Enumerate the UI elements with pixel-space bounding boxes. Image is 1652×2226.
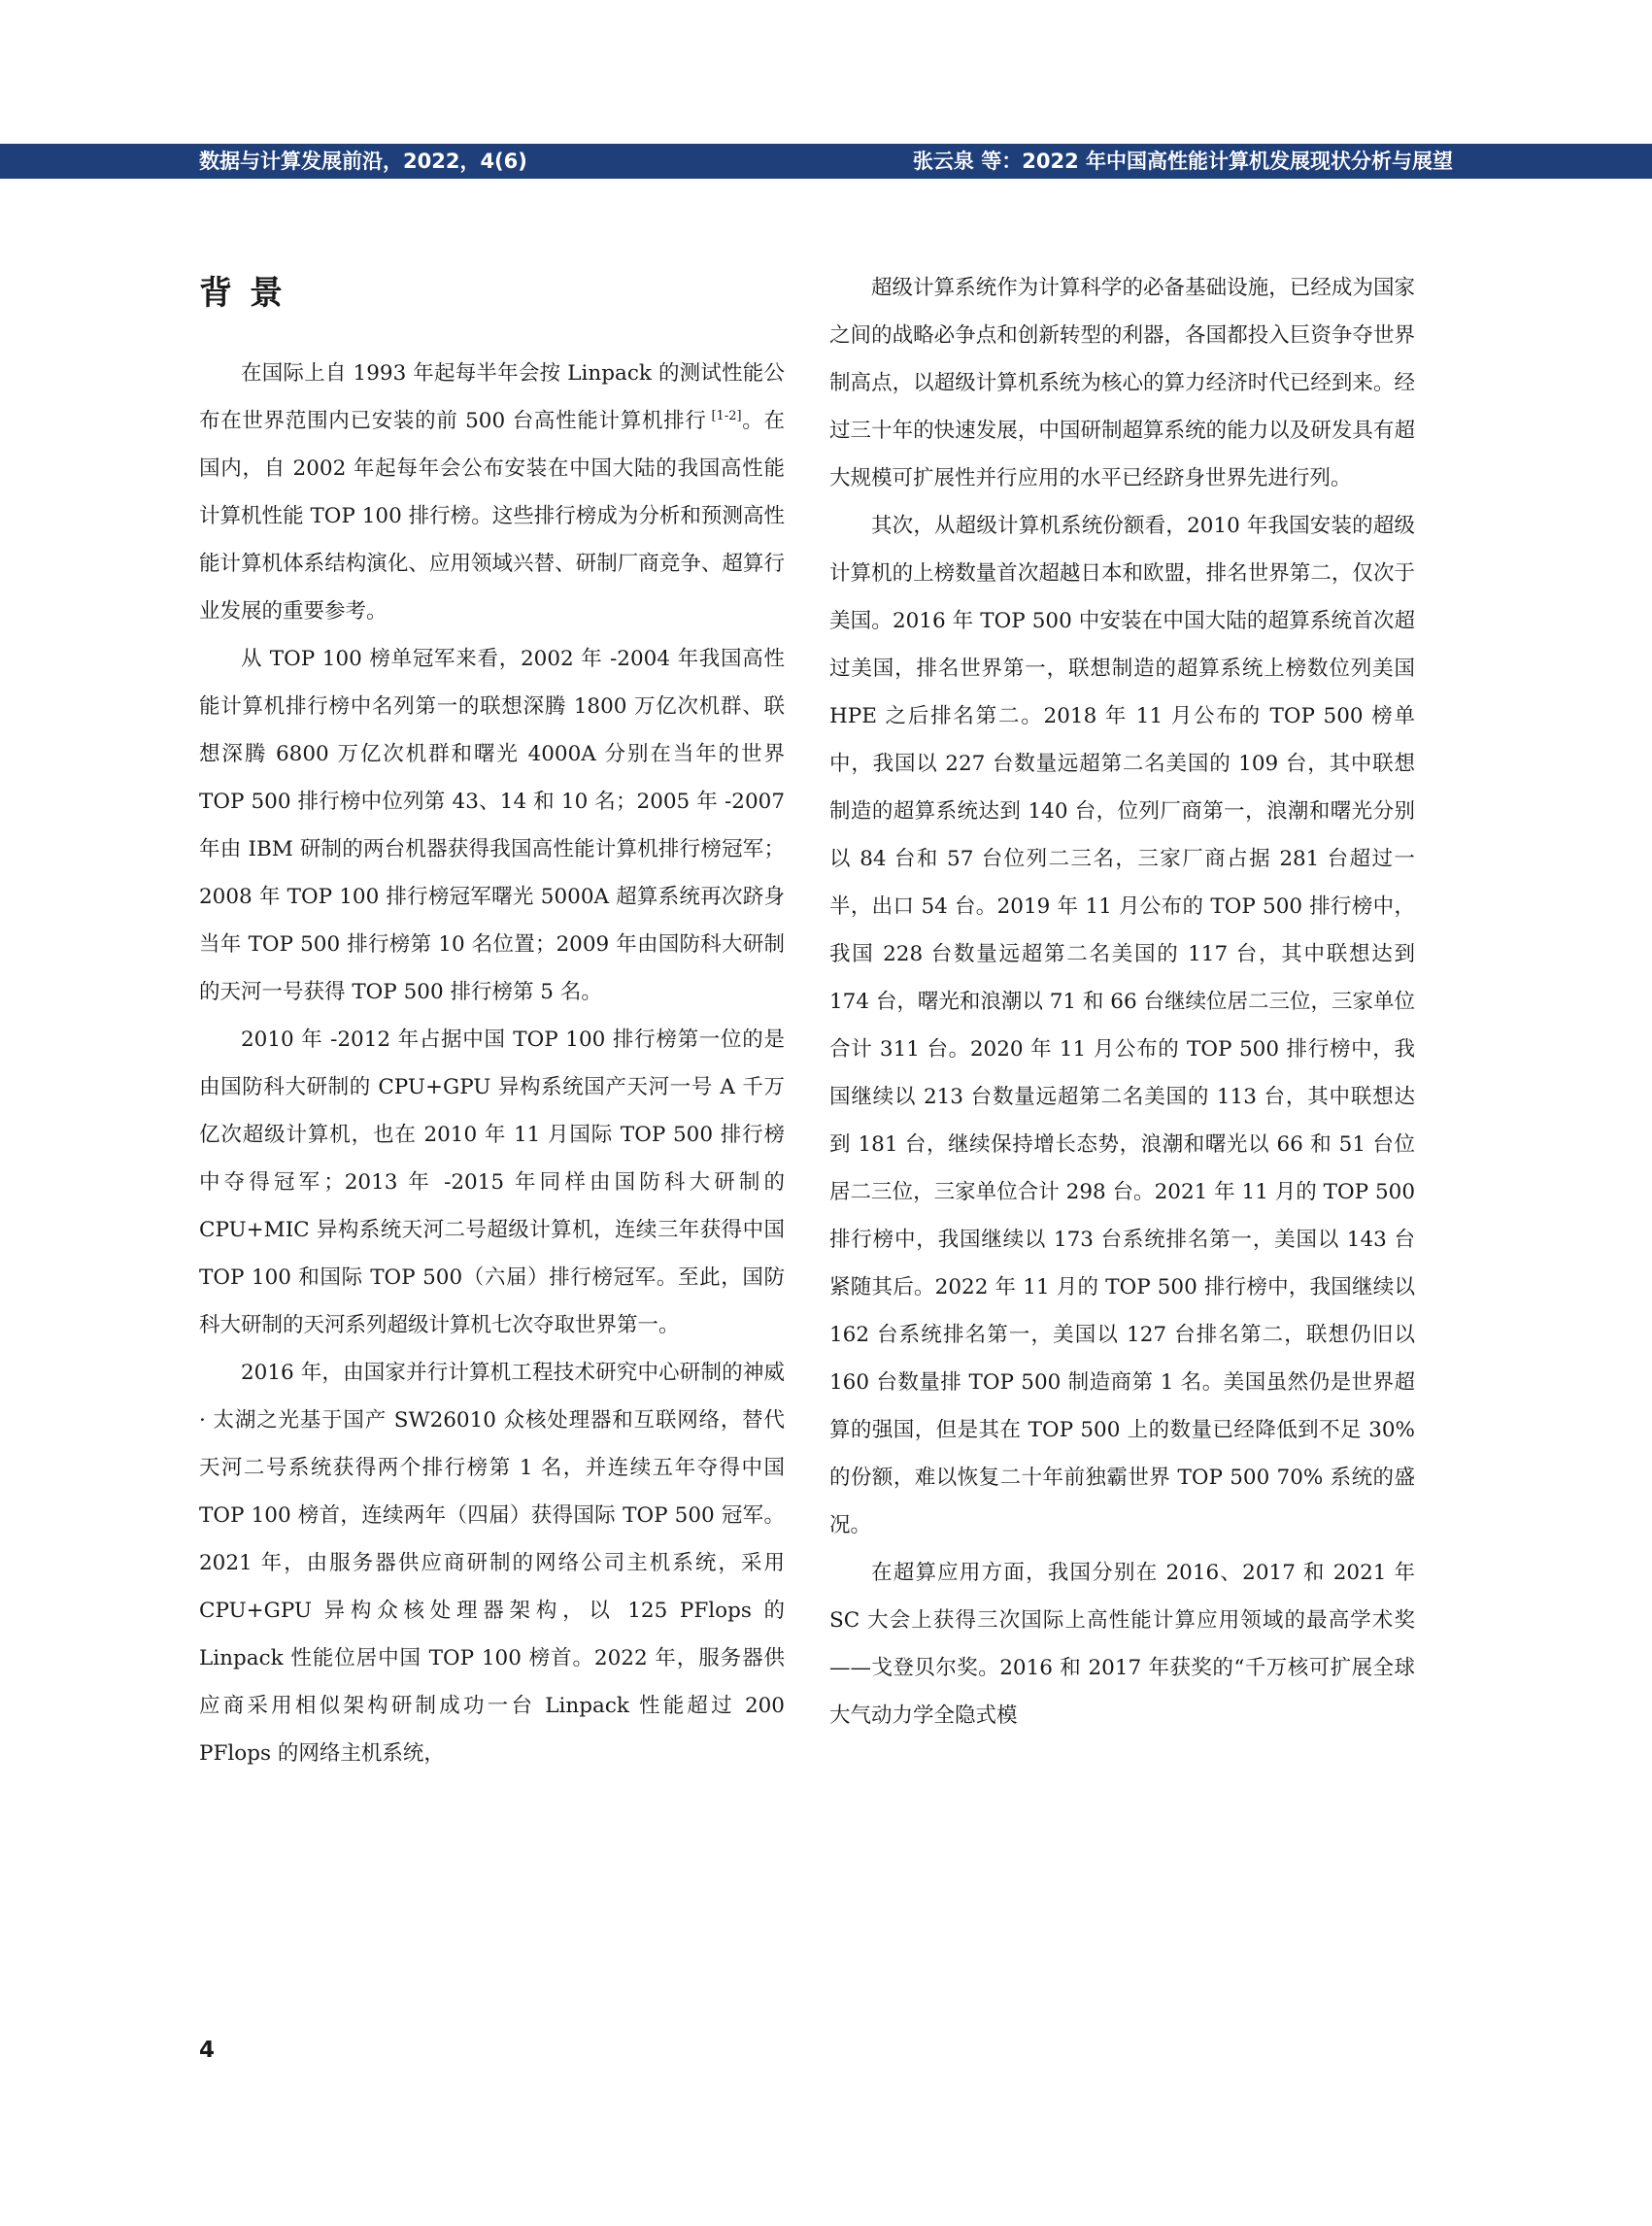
paragraph: 从 TOP 100 榜单冠军来看，2002 年 -2004 年我国高性能计算机排行榜中名列第一的联想深腾 1800 万亿次机群、联想深腾 6800 万亿次机群和曙光 4000A 分别在当年的世界 TOP 500 排行榜中位列第 43、14 和 10 名；2005 年 -2007 年由 IBM 研制的两台机器获得我国高性能计算机排行榜冠军；2008 年 TOP 100 排行榜冠军曙光 5000A 超算系统再次跻身当年 TOP 500 排行榜第 10 名位置；2009 年由国防科大研制的天河一号获得 TOP 500 排行榜第 5 名。 bbox=[199, 647, 785, 1004]
paragraph: 超级计算系统作为计算科学的必备基础设施，已经成为国家之间的战略必争点和创新转型的利器，各国都投入巨资争夺世界制高点，以超级计算机系统为核心的算力经济时代已经到来。经过三十年的快速发展，中国研制超算系统的能力以及研发具有超大规模可扩展性并行应用的水平已经跻身世界先进行列。 bbox=[829, 276, 1415, 490]
left-column bbox=[199, 262, 785, 1777]
journal-citation: 数据与计算发展前沿，2022，4(6) bbox=[199, 150, 527, 173]
right-column bbox=[829, 262, 1415, 1739]
paragraph-text: 。在国内，自 2002 年起每年会公布安装在中国大陆的我国高性能计算机性能 TOP 100 排行榜。这些排行榜成为分析和预测高性能计算机体系结构演化、应用领域兴替、研制厂商竞争、超算行业发展的重要参考。 bbox=[199, 409, 785, 624]
citation-ref[interactable]: [1-2] bbox=[706, 408, 742, 423]
running-header bbox=[0, 144, 1652, 179]
section-heading: 背景 bbox=[199, 274, 300, 313]
page-number: 4 bbox=[199, 2038, 216, 2063]
paragraph: 2010 年 -2012 年占据中国 TOP 100 排行榜第一位的是由国防科大研制的 CPU+GPU 异构系统国产天河一号 A 千万亿次超级计算机，也在 2010 年 11 月国际 TOP 500 排行榜中夺得冠军；2013 年 -2015 年同样由国防科大研制的 CPU+MIC 异构系统天河二号超级计算机，连续三年获得中国 TOP 100 和国际 TOP 500（六届）排行榜冠军。至此，国防科大研制的天河系列超级计算机七次夺取世界第一。 bbox=[199, 1028, 785, 1337]
paragraph: 在超算应用方面，我国分别在 2016、2017 和 2021 年 SC 大会上获得三次国际上高性能计算应用领域的最高学术奖——戈登贝尔奖。2016 和 2017 年获奖的“千万核可扩展全球大气动力学全隐式模 bbox=[829, 1561, 1415, 1728]
paragraph bbox=[199, 350, 785, 635]
article-running-title: 张云泉 等：2022 年中国高性能计算机发展现状分析与展望 bbox=[912, 150, 1453, 173]
paragraph-text: 在国际上自 1993 年起每半年会按 Linpack 的测试性能公布在世界范围内已安装的前 500 台高性能计算机排行 bbox=[199, 361, 785, 433]
paragraph: 其次，从超级计算机系统份额看，2010 年我国安装的超级计算机的上榜数量首次超越日本和欧盟，排名世界第二，仅次于美国。2016 年 TOP 500 中安装在中国大陆的超算系统首次超过美国，排名世界第一，联想制造的超算系统上榜数位列美国 HPE 之后排名第二。2018 年 11 月公布的 TOP 500 榜单中，我国以 227 台数量远超第二名美国的 109 台，其中联想制造的超算系统达到 140 台，位列厂商第一，浪潮和曙光分别以 84 台和 57 台位列二三名，三家厂商占据 281 台超过一半，出口 54 台。2019 年 11 月公布的 TOP 500 排行榜中，我国 228 台数量远超第二名美国的 117 台，其中联想达到 174 台，曙光和浪潮以 71 和 66 台继续位居二三位，三家单位合计 311 台。2020 年 11 月公布的 TOP 500 排行榜中，我国继续以 213 台数量远超第二名美国的 113 台，其中联想达到 181 台，继续保持增长态势，浪潮和曙光以 66 和 51 台位居二三位，三家单位合计 298 台。2021 年 11 月的 TOP 500 排行榜中，我国继续以 173 台系统排名第一，美国以 143 台紧随其后。2022 年 11 月的 TOP 500 排行榜中，我国继续以 162 台系统排名第一，美国以 127 台排名第二，联想仍旧以 160 台数量排 TOP 500 制造商第 1 名。美国虽然仍是世界超算的强国，但是其在 TOP 500 上的数量已经降低到不足 30% 的份额，难以恢复二十年前独霸世界 TOP 500 70% 系统的盛况。 bbox=[829, 514, 1415, 1537]
paragraph: 2016 年，由国家并行计算机工程技术研究中心研制的神威 · 太湖之光基于国产 SW26010 众核处理器和互联网络，替代天河二号系统获得两个排行榜第 1 名，并连续五年夺得中国 TOP 100 榜首，连续两年（四届）获得国际 TOP 500 冠军。2021 年，由服务器供应商研制的网络公司主机系统，采用 CPU+GPU 异构众核处理器架构，以 125 PFlops 的 Linpack 性能位居中国 TOP 100 榜首。2022 年，服务器供应商采用相似架构研制成功一台 Linpack 性能超过 200 PFlops 的网络主机系统， bbox=[199, 1361, 785, 1766]
